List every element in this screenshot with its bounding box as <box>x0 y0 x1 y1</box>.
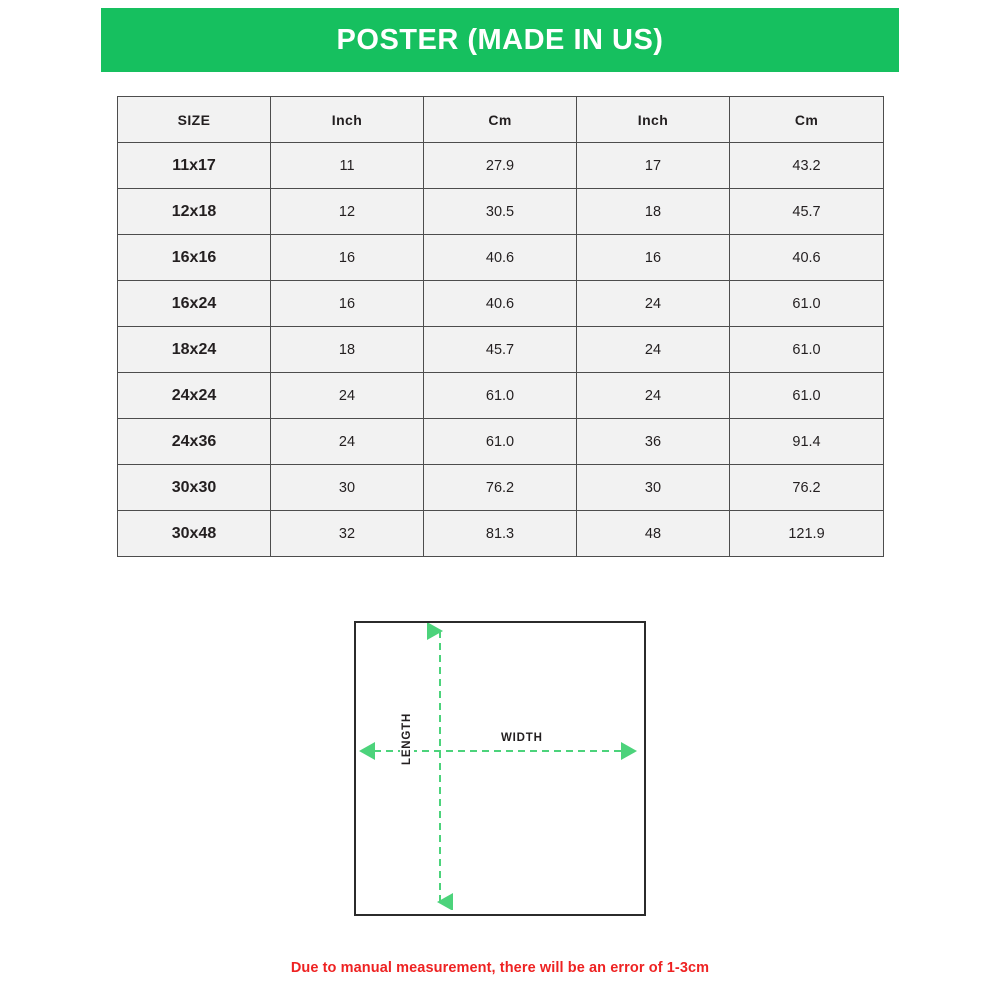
cell-inch-width: 12 <box>271 189 424 235</box>
column-header-inch-length: Inch <box>577 97 730 143</box>
cell-inch-length: 24 <box>577 373 730 419</box>
cell-inch-length: 17 <box>577 143 730 189</box>
cell-size: 11x17 <box>118 143 271 189</box>
cell-size: 24x24 <box>118 373 271 419</box>
table-row <box>118 511 884 557</box>
cell-size: 30x30 <box>118 465 271 511</box>
header-banner <box>101 8 899 72</box>
cell-cm-length: 61.0 <box>730 281 884 327</box>
cell-size: 16x24 <box>118 281 271 327</box>
table-row <box>118 327 884 373</box>
column-header-inch-width: Inch <box>271 97 424 143</box>
cell-inch-width: 11 <box>271 143 424 189</box>
column-header-cm-width: Cm <box>424 97 577 143</box>
width-label: WIDTH <box>497 731 547 745</box>
measurement-diagram <box>354 621 646 916</box>
cell-inch-width: 30 <box>271 465 424 511</box>
cell-size: 30x48 <box>118 511 271 557</box>
cell-cm-length: 61.0 <box>730 327 884 373</box>
table-row <box>118 373 884 419</box>
cell-size: 24x36 <box>118 419 271 465</box>
cell-cm-length: 45.7 <box>730 189 884 235</box>
length-label: LENGTH <box>400 709 414 769</box>
column-header-cm-length: Cm <box>730 97 884 143</box>
table-row <box>118 143 884 189</box>
table-row <box>118 465 884 511</box>
cell-inch-width: 18 <box>271 327 424 373</box>
cell-inch-length: 30 <box>577 465 730 511</box>
cell-inch-width: 24 <box>271 419 424 465</box>
column-header-size: SIZE <box>118 97 271 143</box>
cell-inch-width: 16 <box>271 281 424 327</box>
cell-cm-length: 40.6 <box>730 235 884 281</box>
cell-inch-length: 24 <box>577 281 730 327</box>
dimension-arrows <box>356 623 640 910</box>
cell-cm-length: 91.4 <box>730 419 884 465</box>
cell-size: 18x24 <box>118 327 271 373</box>
table-row <box>118 189 884 235</box>
cell-inch-width: 24 <box>271 373 424 419</box>
table-header-row <box>118 97 884 143</box>
cell-inch-length: 16 <box>577 235 730 281</box>
cell-cm-width: 76.2 <box>424 465 577 511</box>
cell-size: 16x16 <box>118 235 271 281</box>
measurement-disclaimer: Due to manual measurement, there will be an error of 1-3cm <box>290 960 710 976</box>
cell-cm-length: 61.0 <box>730 373 884 419</box>
cell-cm-width: 27.9 <box>424 143 577 189</box>
page-title: POSTER (MADE IN US) <box>336 23 664 56</box>
cell-cm-width: 81.3 <box>424 511 577 557</box>
cell-inch-length: 18 <box>577 189 730 235</box>
cell-cm-width: 40.6 <box>424 235 577 281</box>
cell-cm-width: 61.0 <box>424 419 577 465</box>
table-row <box>118 235 884 281</box>
table-row <box>118 419 884 465</box>
cell-inch-length: 48 <box>577 511 730 557</box>
cell-inch-length: 24 <box>577 327 730 373</box>
cell-cm-width: 61.0 <box>424 373 577 419</box>
cell-cm-length: 121.9 <box>730 511 884 557</box>
cell-cm-length: 76.2 <box>730 465 884 511</box>
cell-inch-length: 36 <box>577 419 730 465</box>
cell-inch-width: 32 <box>271 511 424 557</box>
cell-size: 12x18 <box>118 189 271 235</box>
cell-cm-width: 45.7 <box>424 327 577 373</box>
cell-cm-length: 43.2 <box>730 143 884 189</box>
table-row <box>118 281 884 327</box>
size-table-wrapper <box>117 96 883 557</box>
cell-inch-width: 16 <box>271 235 424 281</box>
cell-cm-width: 30.5 <box>424 189 577 235</box>
cell-cm-width: 40.6 <box>424 281 577 327</box>
size-table <box>117 96 884 557</box>
